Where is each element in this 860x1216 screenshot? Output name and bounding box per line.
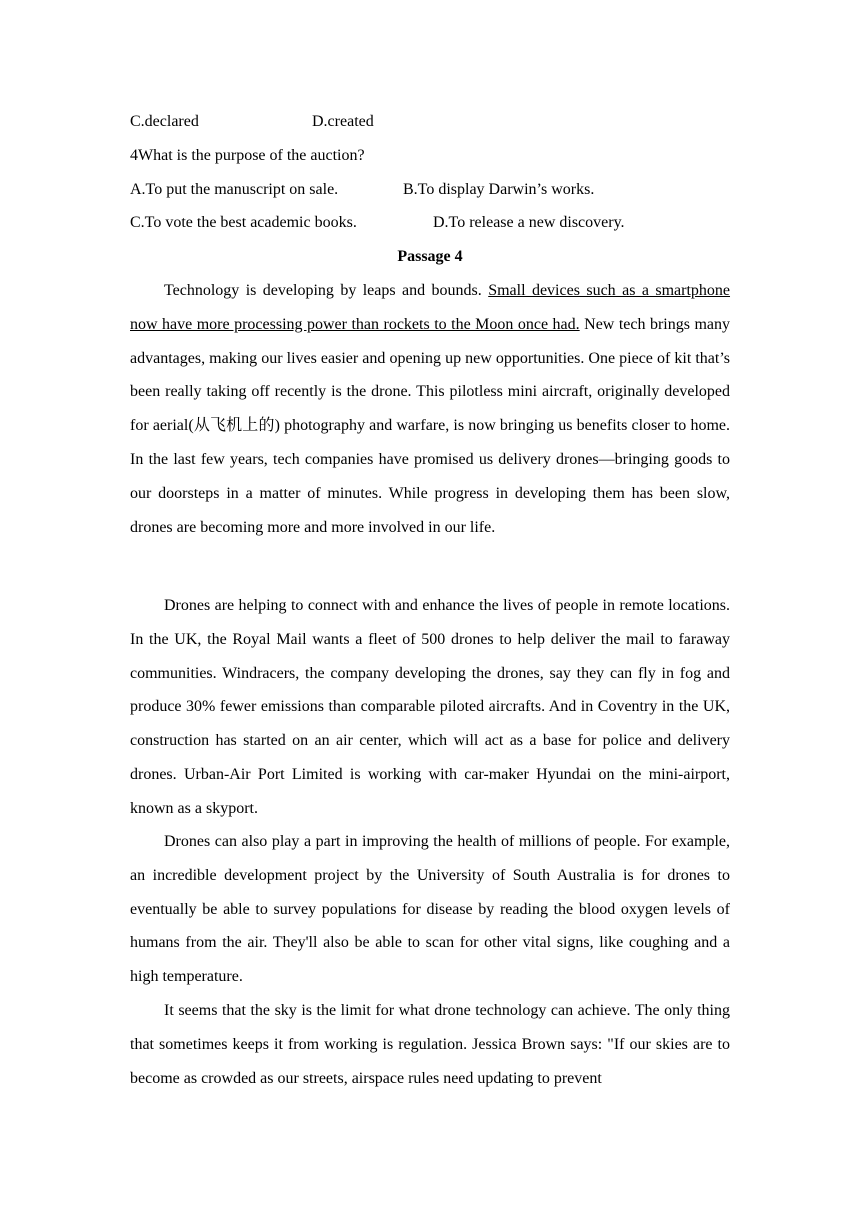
passage-title: Passage 4	[397, 248, 463, 265]
q4-question: 4What is the purpose of the auction?	[130, 147, 365, 164]
underlined-sentence: Small devices such as a smartphone now have more processing power than rockets to the Moon once had.	[130, 282, 731, 333]
q4-option-c: C.To vote the best academic books.	[130, 214, 357, 231]
q3-option-c: C.declared	[130, 113, 199, 130]
paragraph-2: Drones are helping to connect with and enhance the lives of people in remote locations. In the UK, the Royal Mail wants a fleet of 500 drones to help deliver the mail to faraway communities. Windracers, the company developing the drones, say they can fly in fog and produce 30% fewer emissions than comparable piloted aircrafts. And in Coventry in the UK, construction has started on an air center, which will act as a base for police and delivery drones. Urban-Air Port Limited is working with car-maker Hyundai on the mini-airport, known as a skyport.	[130, 597, 730, 817]
q3-option-d: D.created	[312, 113, 374, 130]
paragraph-1	[130, 274, 730, 544]
paragraph-3: Drones can also play a part in improving the health of millions of people. For example, an incredible development project by the University of South Australia is for drones to eventually be able to survey populations for disease by reading the blood oxygen levels of humans from the air. They'll also be able to scan for other vital signs, like coughing and a high temperature.	[130, 833, 730, 986]
paragraph-4: It seems that the sky is the limit for what drone technology can achieve. The only thing that sometimes keeps it from working is regulation. Jessica Brown says: "If our skies are to become as crowded as our streets, airspace rules need updating to prevent	[130, 1002, 730, 1087]
paragraph-1-rest: New tech brings many advantages, making our lives easier and opening up new opportunities. One piece of kit that’s been really taking off recently is the drone. This pilotless mini aircraft, originally developed for aerial(从飞机上的) photography and warfare, is now bringing us benefits closer to home. In the last few years, tech companies have promised us delivery drones—bringing goods to our doorsteps in a matter of minutes. While progress in developing them has been slow, drones are becoming more and more involved in our life.	[130, 315, 730, 536]
q4-option-a: A.To put the manuscript on sale.	[130, 181, 339, 198]
paragraph-1-lead: Technology is developing by leaps and bounds.	[164, 282, 489, 299]
q4-option-b: B.To display Darwin’s works.	[403, 181, 595, 198]
q4-option-d: D.To release a new discovery.	[433, 214, 625, 231]
